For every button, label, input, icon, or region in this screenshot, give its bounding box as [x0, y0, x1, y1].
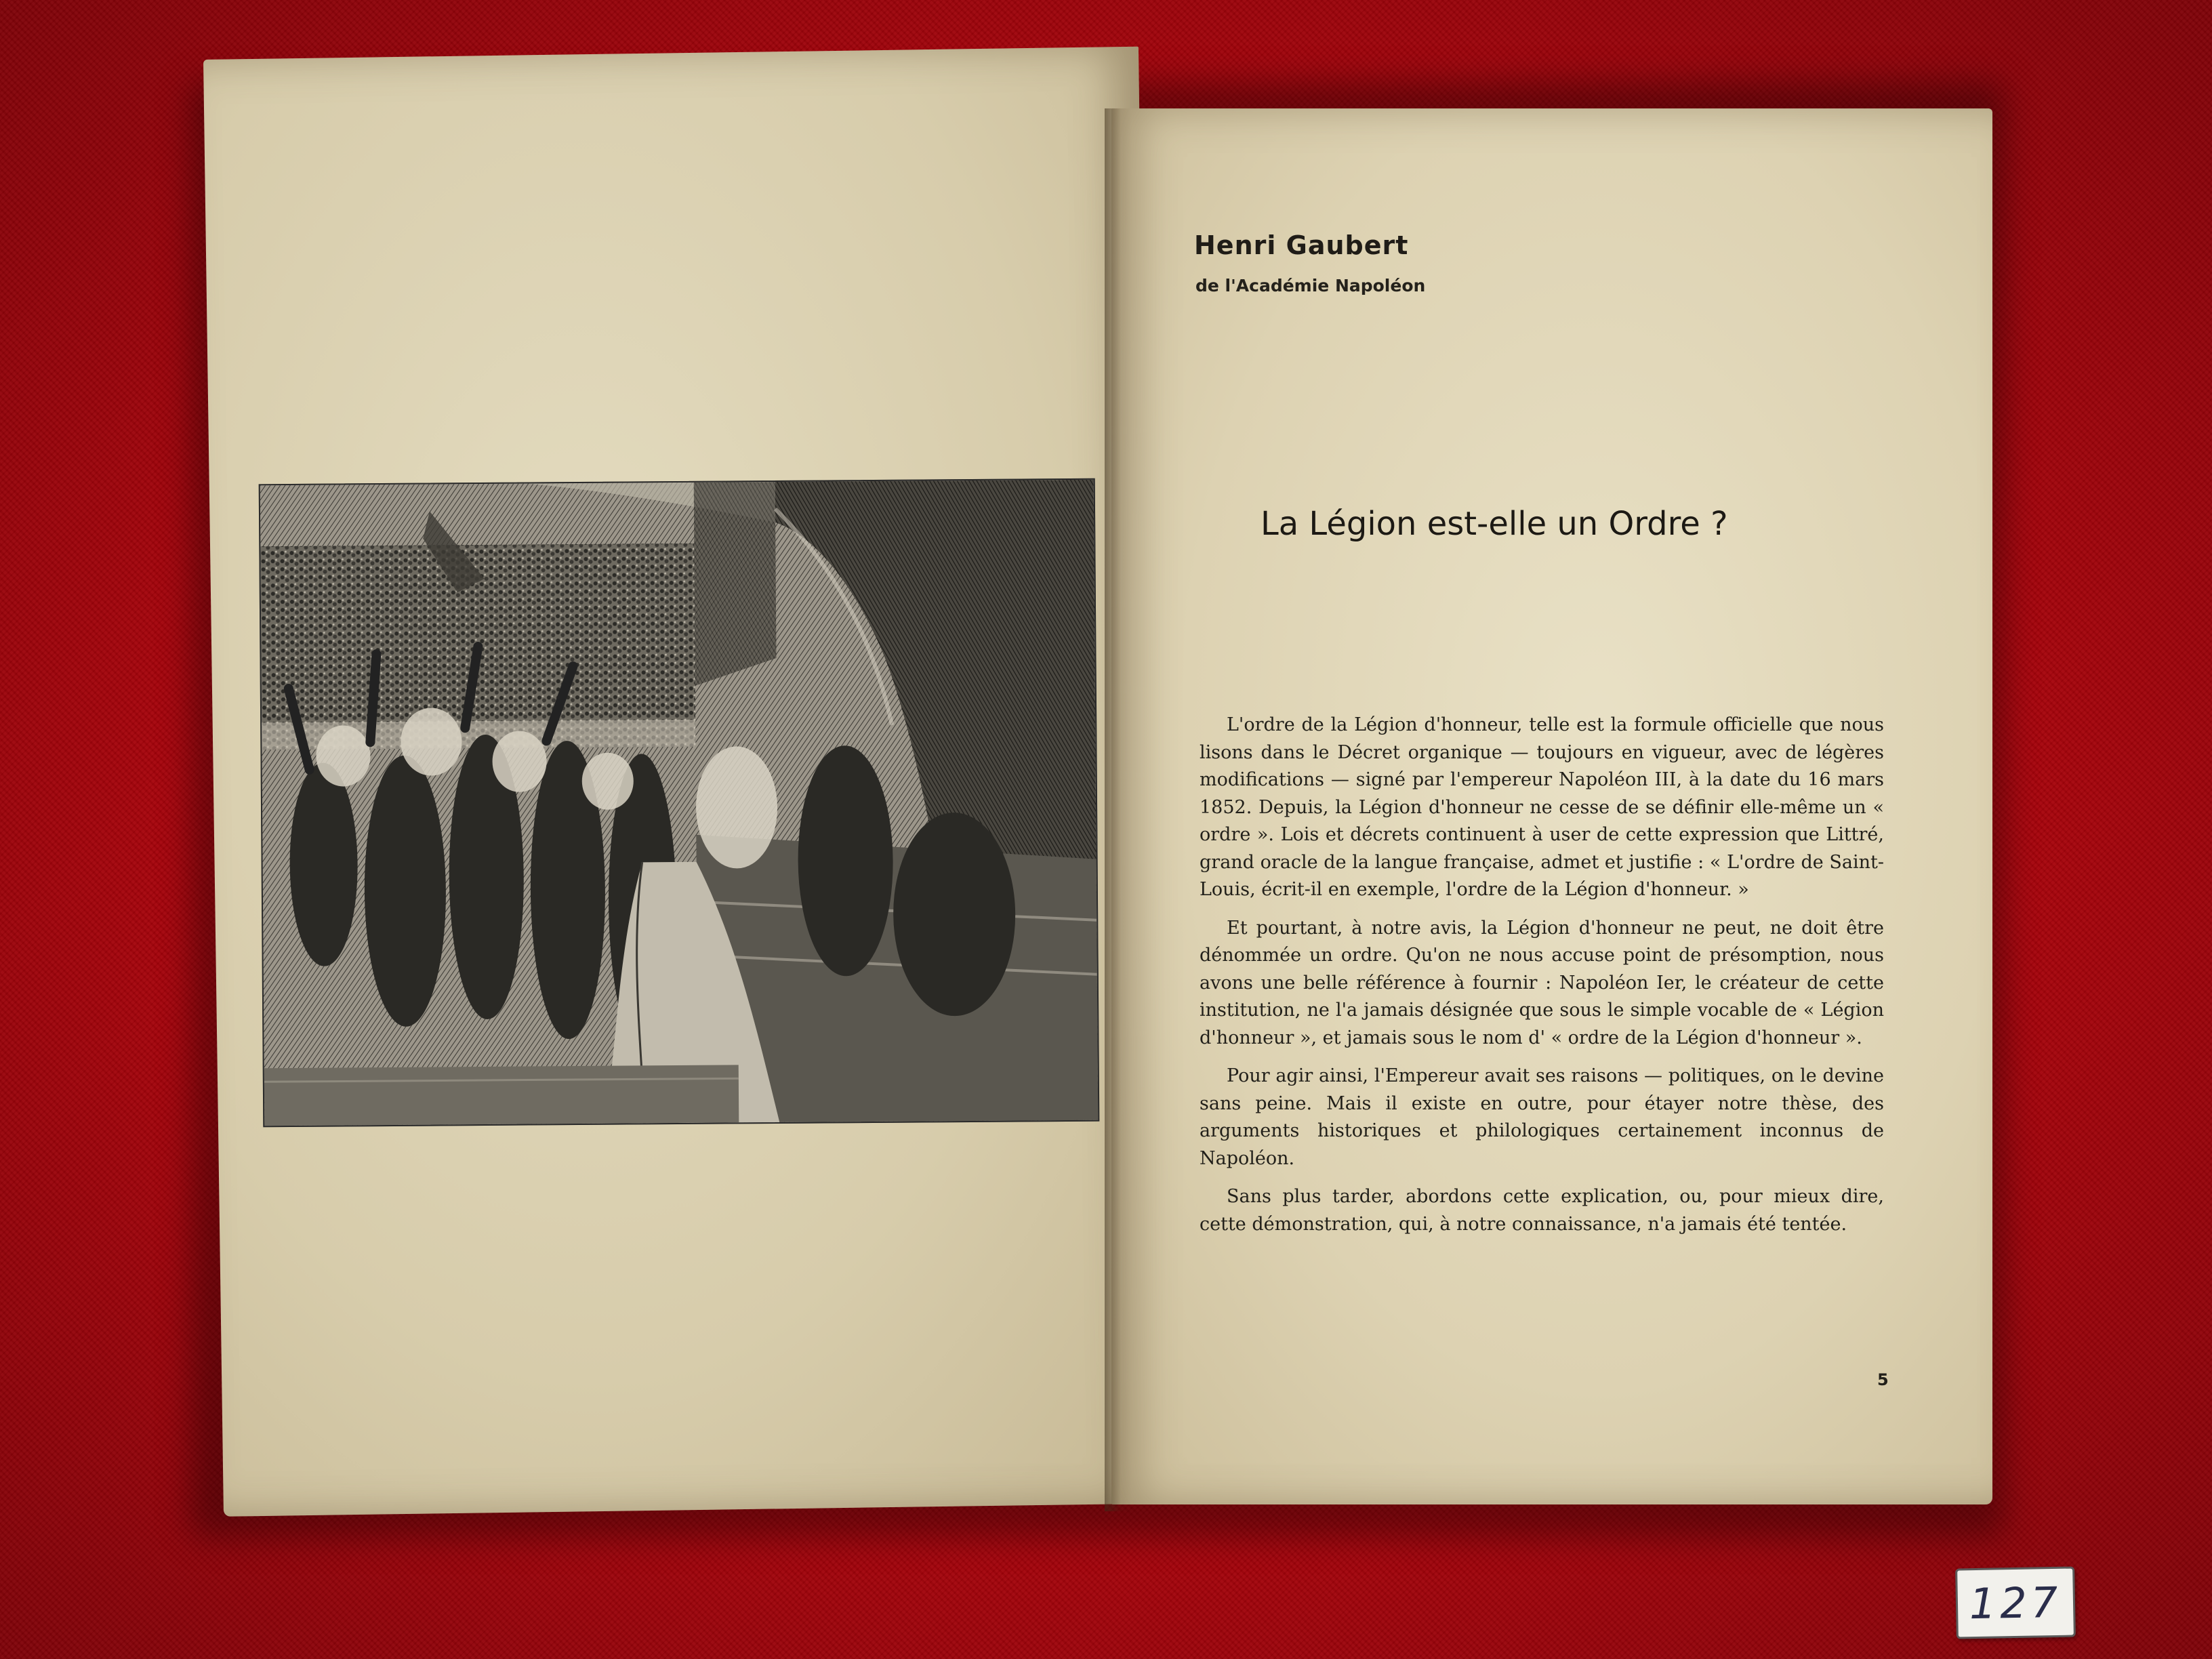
paragraph: L'ordre de la Légion d'honneur, telle est la formule officielle que nous lisons dans le Décret organique — toujours en vigueur, avec de légères modifications — signé par l'empereur Napoléon III, à la date du 16 mars 1852. Depuis, la Légion d'honneur ne cesse de se définir elle-même un « ordre ». Lois et décrets continuent à user de cette expression que Littré, grand oracle de la langue française, admet et justifie : « L'ordre de Saint-Louis, écrit-il en exemple, l'ordre de la Légion d'honneur. » — [1200, 714, 1884, 900]
chapter-title: La Légion est-elle un Ordre ? — [1261, 505, 1728, 543]
page-number: 5 — [1877, 1370, 1889, 1389]
author-name: Henri Gaubert — [1194, 230, 1409, 260]
paragraph: Pour agir ainsi, l'Empereur avait ses raisons — politiques, on le devine sans peine. Mais il existe en outre, pour étayer notre thèse, des arguments historiques et philologiques certainement inconnus de Napoléon. — [1200, 1065, 1884, 1169]
paragraph: Sans plus tarder, abordons cette explication, ou, pour mieux dire, cette démonstration, qui, à notre connaissance, n'a jamais été tentée. — [1200, 1186, 1884, 1235]
engraving-illustration — [259, 478, 1100, 1128]
sticker-label: 127 — [1969, 1577, 2062, 1629]
inventory-sticker — [1955, 1566, 2076, 1639]
paragraph: Et pourtant, à notre avis, la Légion d'honneur ne peut, ne doit être dénommée un ordre. Qu'on ne nous accuse point de présomption, nous avons une belle référence à fournir : Napoléon Ier, le créateur de cette institution, ne l'a jamais désignée que sous le simple vocable de « Légion d'honneur », et jamais sous le nom d' « ordre de la Légion d'honneur ». — [1200, 917, 1884, 1048]
engraving-image — [260, 480, 1099, 1126]
book-gutter — [1105, 108, 1132, 1511]
author-affiliation: de l'Académie Napoléon — [1195, 276, 1426, 295]
body-text — [1200, 712, 1884, 1249]
